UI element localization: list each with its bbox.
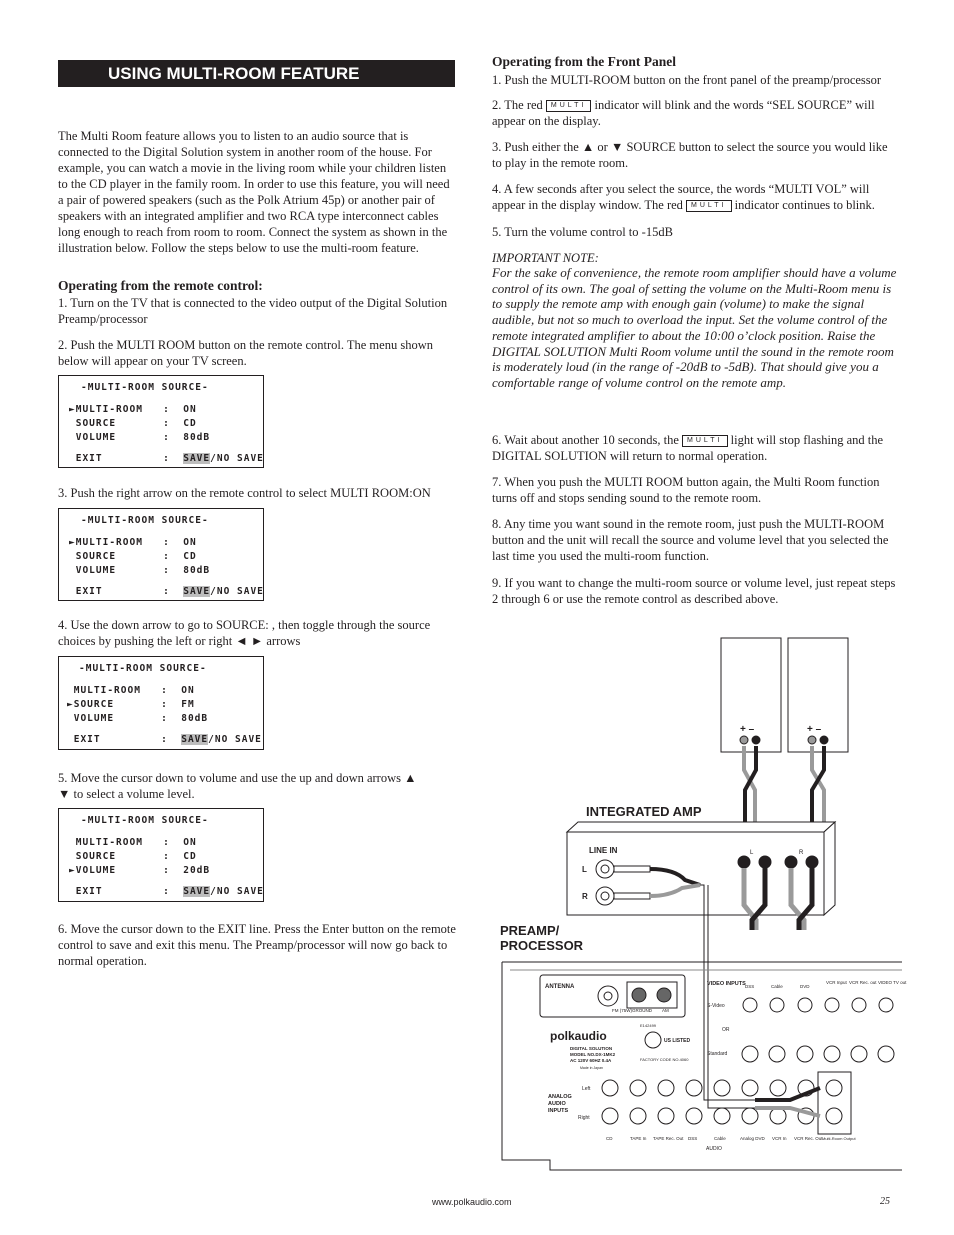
or-label: OR bbox=[722, 1027, 730, 1033]
front-step-6 bbox=[492, 432, 892, 464]
front-step-2-end: indicator will blink and the words “SEL SOURCE” will appear on the display. bbox=[492, 98, 875, 128]
fm-label: FM (75W) bbox=[612, 1008, 632, 1013]
multi-indicator-badge: MULTI bbox=[686, 200, 731, 212]
analog-label-2: AUDIO bbox=[548, 1101, 566, 1107]
front-step-4-start: 4. A few seconds after you select the source, the words “MULTI VOL” will appear in the display window. The red bbox=[492, 182, 870, 212]
intro-paragraph: The Multi Room feature allows you to listen to an audio source that is connected to the Digital Solution system in another room of the house. For example, you can watch a movie in the living room while your children listen to the CD player in the family room. In order to use this feature, you will need a pair of powered speakers (such as the Polk Atrium 45p) or another pair of speakers with an integrated amplifier and two RCA type interconnect cables long enough to reach from room to room. Connect the system as shown in the illustration below. Follow the steps below to use the multi-room feature. bbox=[58, 129, 450, 255]
analog-label-3: INPUTS bbox=[548, 1108, 569, 1114]
analog-label-1: ANALOG bbox=[548, 1094, 572, 1100]
ul-label: US LISTED bbox=[664, 1038, 691, 1044]
video-dss-label: DSS bbox=[745, 984, 755, 989]
audio-label: AUDIO bbox=[706, 1146, 722, 1152]
menu-save: SAVE bbox=[181, 734, 209, 745]
osd-menu-2 bbox=[58, 508, 264, 601]
model-line-3: AC 120V 60HZ 0.4A bbox=[570, 1058, 612, 1063]
osd-menu-4 bbox=[58, 808, 264, 902]
remote-step-5: 5. Move the cursor down to volume and use the up and down arrows ▲ ▼ to select a volume level. bbox=[58, 771, 417, 801]
remote-step-6: 6. Move the cursor down to the EXIT line. Press the Enter button on the remote control to save and exit this menu. The Preamp/processor will now go back to normal operation. bbox=[58, 922, 456, 968]
audio-tape-out-label: TAPE Rec. Out bbox=[653, 1136, 684, 1141]
made-in-label: Made in Japan bbox=[580, 1066, 603, 1070]
audio-cd-label: CD bbox=[606, 1136, 613, 1141]
amp-label: INTEGRATED AMP bbox=[586, 804, 702, 819]
menu-row-volume: VOLUME : 80dB bbox=[67, 713, 209, 724]
amp-r-label: R bbox=[582, 892, 588, 901]
speaker-left-polarity: + – bbox=[740, 724, 755, 735]
multi-indicator-badge: MULTI bbox=[682, 435, 727, 447]
multi-indicator-badge: MULTI bbox=[546, 100, 591, 112]
brand-logo: polkaudio bbox=[550, 1029, 607, 1043]
menu-title: -MULTI-ROOM SOURCE- bbox=[79, 663, 207, 674]
front-step-7: 7. When you push the MULTI ROOM button again, the Multi Room function turns off and stops sending sound to the remote room. bbox=[492, 475, 880, 505]
audio-tape-in-label: TAPE In bbox=[630, 1136, 647, 1141]
standard-label: Standard bbox=[707, 1051, 728, 1057]
wiring-diagram bbox=[490, 630, 907, 1175]
osd-menu-3 bbox=[58, 656, 264, 750]
right-label: Right bbox=[578, 1115, 590, 1121]
audio-multi-room-label: Multi-Room Output bbox=[822, 1136, 856, 1141]
front-step-8: 8. Any time you want sound in the remote room, just push the MULTI-ROOM button and the unit will recall the source and volume level that you selected the last time you used the multi-room function. bbox=[492, 517, 889, 563]
menu-row-source: SOURCE : CD bbox=[69, 551, 197, 562]
front-step-2 bbox=[492, 97, 892, 129]
preamp-label-2: PROCESSOR bbox=[500, 938, 584, 953]
preamp-label-1: PREAMP/ bbox=[500, 923, 560, 938]
video-dvd-label: DVD bbox=[800, 984, 810, 989]
front-step-6-end: light will stop flashing and the DIGITAL SOLUTION will return to normal operation. bbox=[492, 433, 884, 463]
menu-row-exit: EXIT : bbox=[69, 453, 184, 464]
menu-row-multiroom: ►MULTI-ROOM : ON bbox=[69, 537, 197, 548]
video-cable-label: Cable bbox=[771, 984, 783, 989]
remote-step-3: 3. Push the right arrow on the remote control to select MULTI ROOM:ON bbox=[58, 486, 431, 500]
speaker-right-polarity: + – bbox=[807, 724, 822, 735]
menu-save: SAVE bbox=[183, 453, 211, 464]
front-step-3: 3. Push either the ▲ or ▼ SOURCE button to select the source you would like to play in the remote room. bbox=[492, 140, 888, 170]
menu-row-source: ►SOURCE : FM bbox=[67, 699, 195, 710]
am-label: AM bbox=[662, 1008, 669, 1013]
remote-step-1: 1. Turn on the TV that is connected to the video output of the Digital Solution Preamp/processor bbox=[58, 296, 448, 326]
audio-cable-label: Cable bbox=[714, 1136, 726, 1141]
menu-nosave: /NO SAVE bbox=[210, 586, 264, 597]
menu-row-volume: VOLUME : 80dB bbox=[69, 432, 211, 443]
video-vcr-out-label: VCR Rec. out bbox=[849, 980, 877, 985]
menu-row-exit: EXIT : bbox=[67, 734, 182, 745]
remote-heading: Operating from the remote control: bbox=[58, 278, 263, 293]
front-step-9: 9. If you want to change the multi-room source or volume level, just repeat steps 2 through 6 or use the remote control as described above. bbox=[492, 576, 896, 606]
menu-row-volume: ►VOLUME : 20dB bbox=[69, 865, 211, 876]
model-line-1: DIGITAL SOLUTION bbox=[570, 1046, 613, 1051]
menu-row-exit: EXIT : bbox=[69, 886, 184, 897]
front-step-2-start: 2. The red bbox=[492, 98, 543, 112]
section-title: USING MULTI-ROOM FEATURE bbox=[58, 60, 455, 87]
important-note-body: For the sake of convenience, the remote room amplifier should have a volume control of its own. The goal of setting the volume on the Multi-Room menu is to supply the remote amp with enough gain (volume) to make the signal audible, but not so much to overload the input. Set the volume control of the remote integrated amplifier to about the 10:00 o’clock position. Raise the DIGITAL SOLUTION Multi Room volume until the sound in the remote room is moderately loud (in the range of -20dB to -5dB). That should give you a comfortable range of volume control on the remote amp. bbox=[492, 265, 897, 390]
audio-dss-label: DSS bbox=[688, 1136, 698, 1141]
front-step-6-start: 6. Wait about another 10 seconds, the bbox=[492, 433, 679, 447]
front-step-5: 5. Turn the volume control to -15dB bbox=[492, 225, 673, 239]
menu-nosave: /NO SAVE bbox=[210, 453, 264, 464]
antenna-label: ANTENNA bbox=[545, 984, 575, 990]
video-vcr-input-label: VCR Input bbox=[826, 980, 847, 985]
menu-title: -MULTI-ROOM SOURCE- bbox=[81, 382, 209, 393]
front-heading: Operating from the Front Panel bbox=[492, 54, 676, 69]
menu-title: -MULTI-ROOM SOURCE- bbox=[81, 815, 209, 826]
remote-step-2: 2. Push the MULTI ROOM button on the remote control. The menu shown below will appear on your TV screen. bbox=[58, 338, 433, 368]
amp-out-l: L bbox=[750, 850, 754, 856]
menu-save: SAVE bbox=[183, 886, 211, 897]
footer-url: www.polkaudio.com bbox=[432, 1197, 512, 1207]
amp-out-r: R bbox=[799, 850, 804, 856]
front-step-4 bbox=[492, 181, 892, 213]
menu-nosave: /NO SAVE bbox=[210, 886, 264, 897]
menu-nosave: /NO SAVE bbox=[208, 734, 262, 745]
factory-code-label: FACTORY CODE NO.4060 bbox=[640, 1057, 689, 1062]
remote-step-4: 4. Use the down arrow to go to SOURCE: , then toggle through the source choices by pushing the left or right ◄ ► arrows bbox=[58, 618, 431, 648]
menu-row-exit: EXIT : bbox=[69, 586, 184, 597]
video-inputs-label: VIDEO INPUTS bbox=[707, 981, 746, 987]
important-note-title: IMPORTANT NOTE: bbox=[492, 251, 599, 265]
menu-row-multiroom: ►MULTI-ROOM : ON bbox=[69, 404, 197, 415]
front-step-4-end: indicator continues to blink. bbox=[734, 198, 875, 212]
amp-l-label: L bbox=[582, 865, 587, 874]
menu-row-volume: VOLUME : 80dB bbox=[69, 565, 211, 576]
menu-row-multiroom: MULTI-ROOM : ON bbox=[67, 685, 195, 696]
menu-row-multiroom: MULTI-ROOM : ON bbox=[69, 837, 197, 848]
menu-save: SAVE bbox=[183, 586, 211, 597]
line-in-label: LINE IN bbox=[589, 846, 618, 855]
audio-vcr-in-label: VCR In bbox=[772, 1136, 787, 1141]
menu-title: -MULTI-ROOM SOURCE- bbox=[81, 515, 209, 526]
audio-dvd-label: Analog DVD bbox=[740, 1136, 765, 1141]
menu-row-source: SOURCE : CD bbox=[69, 418, 197, 429]
audio-vcr-out-label: VCR Rec. Out bbox=[794, 1136, 823, 1141]
svideo-label: S-Video bbox=[707, 1003, 725, 1009]
integrated-amp bbox=[567, 832, 824, 915]
ul-mark-icon bbox=[645, 1032, 661, 1048]
osd-menu-1 bbox=[58, 375, 264, 468]
video-tv-out-label: VIDEO TV out bbox=[878, 980, 907, 985]
ground-label: GROUND bbox=[632, 1008, 652, 1013]
menu-row-source: SOURCE : CD bbox=[69, 851, 197, 862]
front-step-1: 1. Push the MULTI-ROOM button on the front panel of the preamp/processor bbox=[492, 73, 882, 87]
e-code-label: E142499 bbox=[640, 1023, 657, 1028]
model-line-2: MODEL NO.DX-1MK2 bbox=[570, 1052, 616, 1057]
left-label: Left bbox=[582, 1086, 591, 1092]
page-number: 25 bbox=[880, 1196, 890, 1207]
